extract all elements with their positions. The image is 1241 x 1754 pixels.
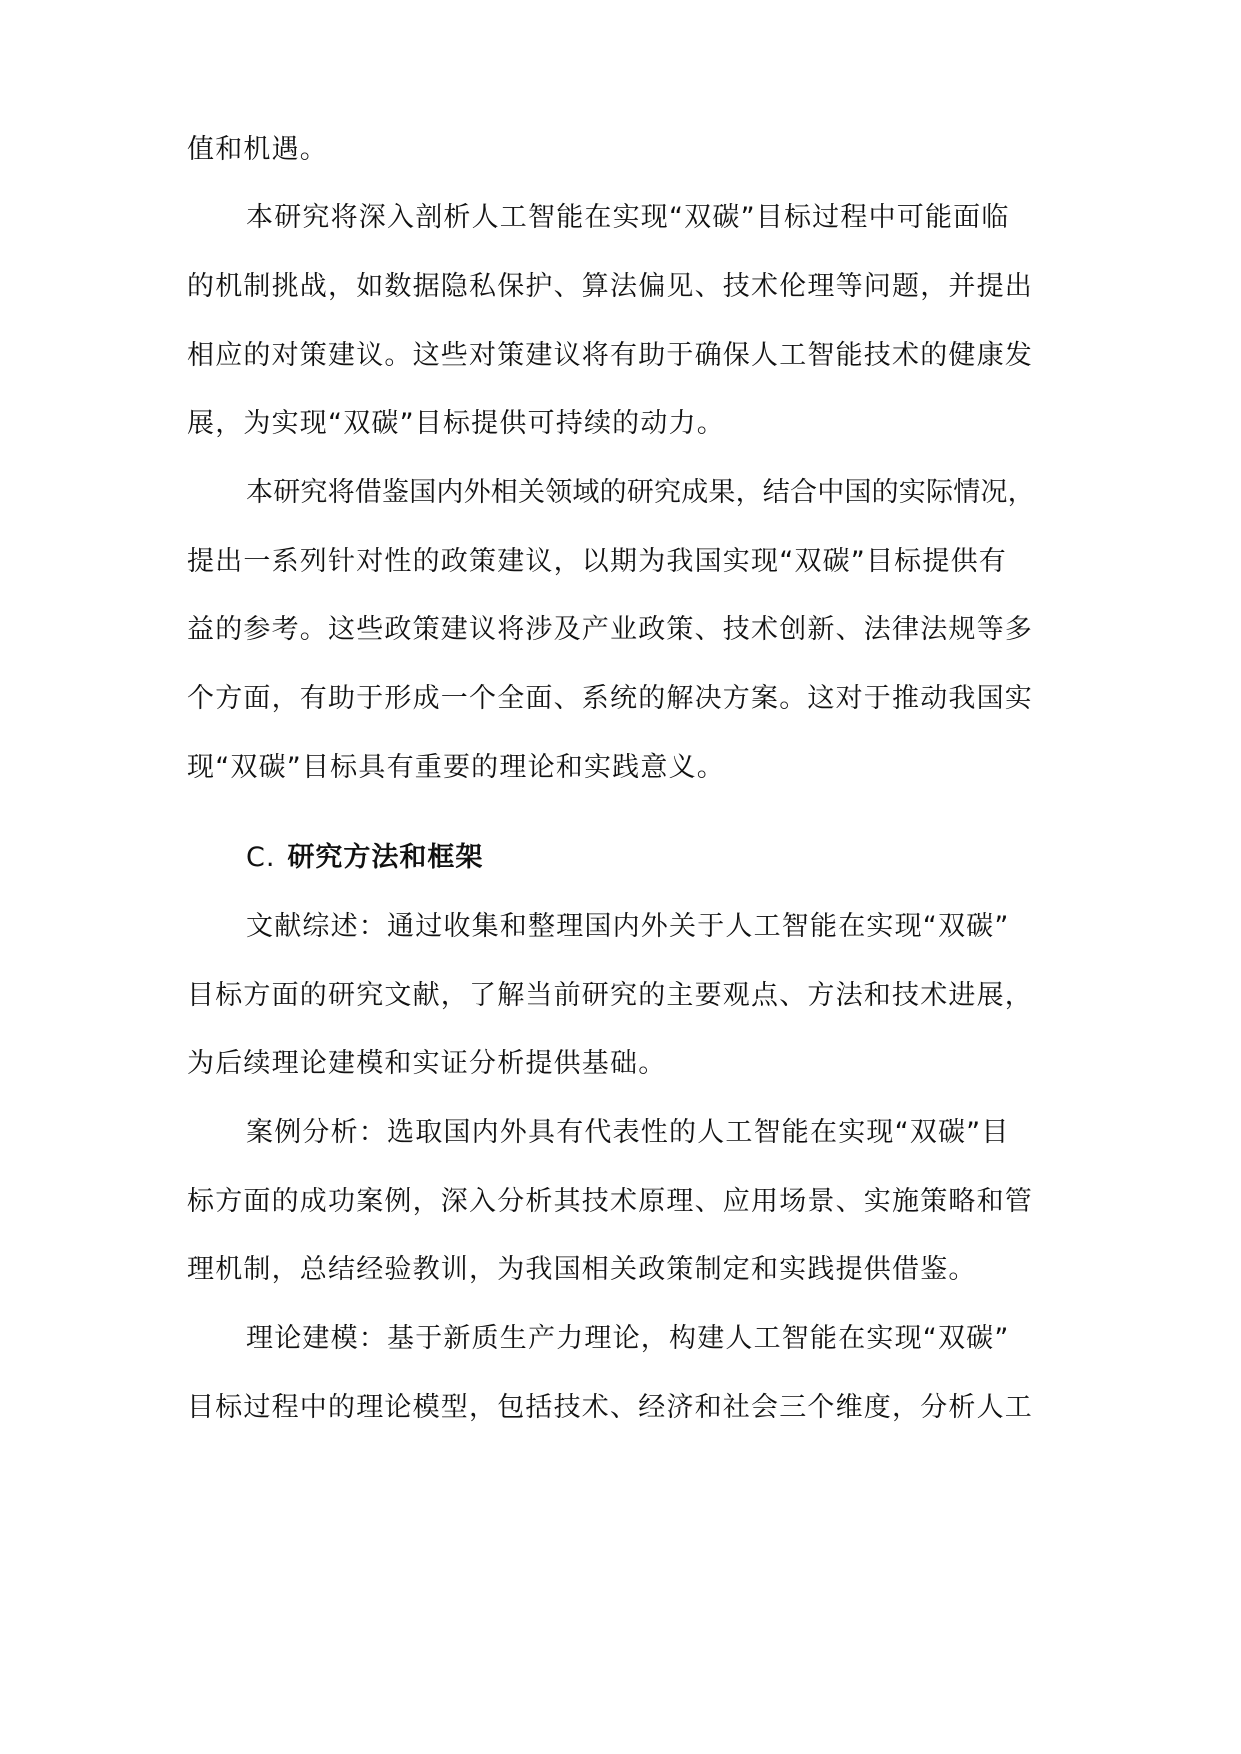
section-marker: C. (246, 842, 276, 873)
section-title: 研究方法和框架 (287, 842, 484, 873)
text-line: 的机制挑战，如数据隐私保护、算法偏见、技术伦理等问题，并提出 (187, 271, 1033, 302)
paragraph-first-line: 案例分析：选取国内外具有代表性的人工智能在实现“双碳”目 (246, 1117, 1010, 1148)
paragraph-first-line: 理论建模：基于新质生产力理论，构建人工智能在实现“双碳” (246, 1323, 1010, 1354)
text-line: 现“双碳”目标具有重要的理论和实践意义。 (187, 752, 725, 783)
paragraph-first-line: 文献综述：通过收集和整理国内外关于人工智能在实现“双碳” (246, 911, 1010, 942)
text-line: 提出一系列针对性的政策建议，以期为我国实现“双碳”目标提供有 (187, 546, 1007, 577)
text-line: 理机制，总结经验教训，为我国相关政策制定和实践提供借鉴。 (187, 1254, 977, 1285)
text-line: 目标过程中的理论模型，包括技术、经济和社会三个维度，分析人工 (187, 1392, 1033, 1423)
text-line: 目标方面的研究文献，了解当前研究的主要观点、方法和技术进展， (187, 980, 1033, 1011)
text-line: 展，为实现“双碳”目标提供可持续的动力。 (187, 408, 725, 439)
paragraph-first-line: 本研究将借鉴国内外相关领域的研究成果，结合中国的实际情况， (246, 477, 1035, 508)
section-heading (246, 838, 1126, 878)
text-line: 个方面，有助于形成一个全面、系统的解决方案。这对于推动我国实 (187, 683, 1033, 714)
paragraph-first-line: 本研究将深入剖析人工智能在实现“双碳”目标过程中可能面临 (246, 202, 1010, 233)
text-line: 益的参考。这些政策建议将涉及产业政策、技术创新、法律法规等多 (187, 614, 1033, 645)
text-line: 标方面的成功案例，深入分析其技术原理、应用场景、实施策略和管 (187, 1186, 1033, 1217)
text-line: 相应的对策建议。这些对策建议将有助于确保人工智能技术的健康发 (187, 340, 1033, 371)
text-line: 为后续理论建模和实证分析提供基础。 (187, 1048, 667, 1079)
text-line: 值和机遇。 (187, 134, 328, 165)
